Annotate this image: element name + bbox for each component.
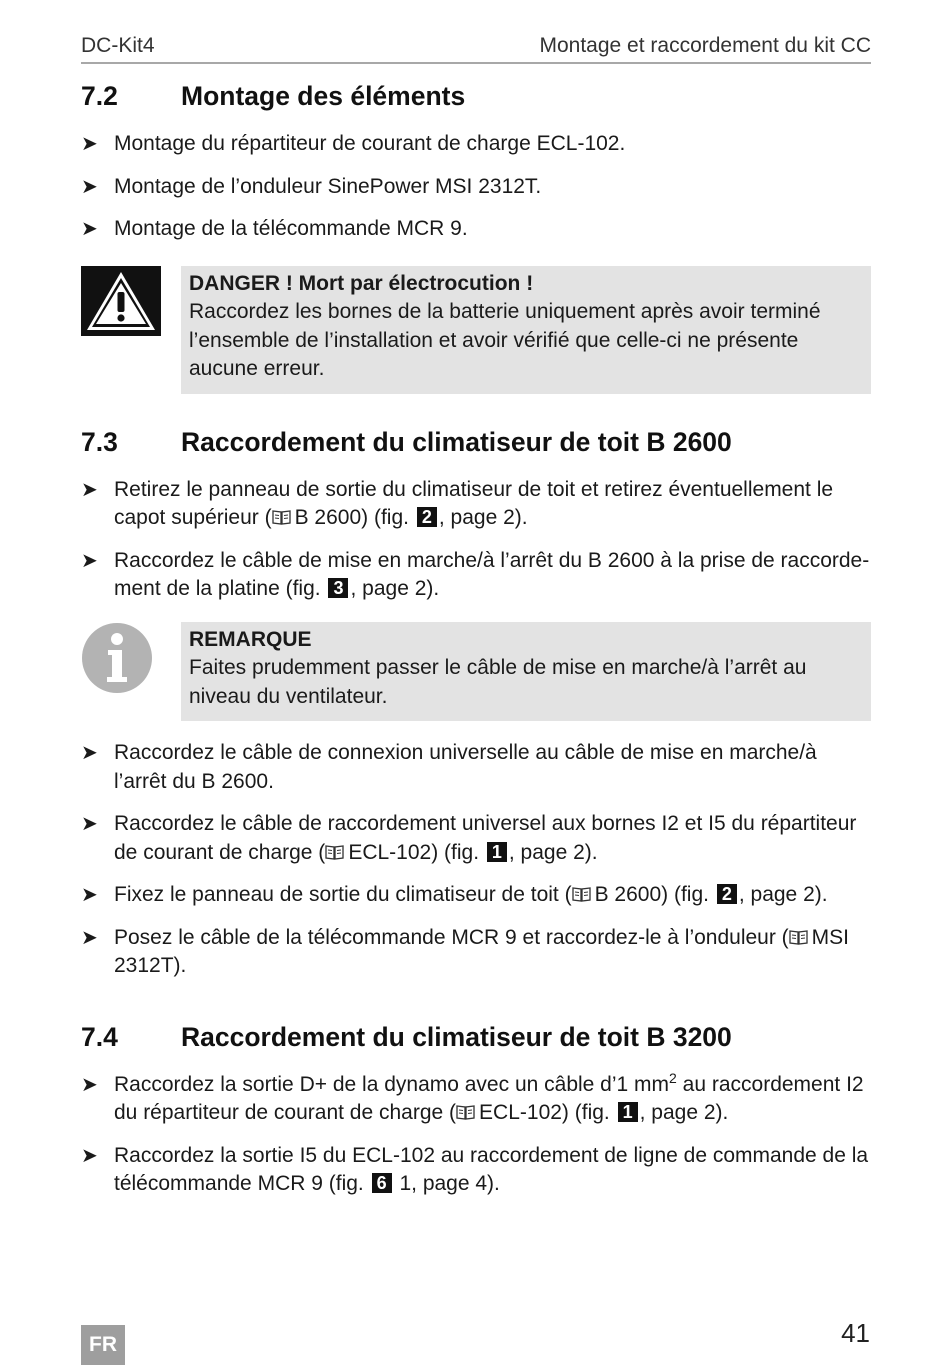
header-product: DC-Kit4 <box>81 34 155 57</box>
danger-text: Raccordez les bornes de la batterie uniquement après avoir terminé l’ensemble de l’installation et avoir vérifié que celle-ci ne présente aucune erreur. <box>189 300 821 380</box>
manual-book-icon <box>272 509 291 525</box>
danger-notice <box>81 266 871 394</box>
arrow-bullet-icon: ➤ <box>81 884 98 906</box>
arrow-bullet-icon: ➤ <box>81 175 98 198</box>
arrow-bullet-icon: ➤ <box>81 218 98 240</box>
figure-reference: 6 <box>372 1173 392 1193</box>
remark-title: REMARQUE <box>189 627 312 651</box>
section-number: 7.2 <box>81 81 118 111</box>
arrow-bullet-icon: ➤ <box>81 742 98 764</box>
list-item: ➤ Montage de la télécommande MCR 9. <box>81 215 871 244</box>
manual-book-icon <box>789 929 808 945</box>
figure-reference: 3 <box>328 578 348 598</box>
arrow-bullet-icon: ➤ <box>81 926 98 949</box>
section-heading-7-4 <box>81 1021 871 1053</box>
remark-notice <box>81 622 871 722</box>
arrow-bullet-icon: ➤ <box>81 478 98 501</box>
list-item: ➤ Retirez le panneau de sortie du climatiseur de toit et retirez éventuellement le capot supérieur ( B 2600) (fig. 2 , page 2). <box>81 476 871 533</box>
step-list-7-4 <box>81 1071 871 1199</box>
arrow-bullet-icon: ➤ <box>81 1144 98 1167</box>
arrow-bullet-icon: ➤ <box>81 133 98 155</box>
section-title: Raccordement du climatiseur de toit B 2600 <box>181 426 732 457</box>
arrow-bullet-icon: ➤ <box>81 1073 98 1096</box>
step-list-7-2 <box>81 130 871 244</box>
section-title: Montage des éléments <box>181 81 466 111</box>
page <box>81 28 871 1213</box>
list-item: ➤ Montage du répartiteur de courant de charge ECL-102. <box>81 130 871 159</box>
list-item: ➤ Raccordez la sortie D+ de la dynamo avec un câble d’1 $mm^2$ au raccordement I2 du répartiteur de courant de charge ( ECL-102) (fig. 1 , page 2). <box>81 1071 871 1128</box>
section-number: 7.4 <box>81 1021 118 1052</box>
figure-reference: 2 <box>417 507 437 527</box>
manual-book-icon <box>325 844 344 860</box>
arrow-bullet-icon: ➤ <box>81 813 98 835</box>
list-item: ➤ Raccordez le câble de mise en marche/à l’arrêt du B 2600 à la prise de raccorde-ment de la platine (fig. 3 , page 2). <box>81 547 871 604</box>
page-number: 41 <box>841 1318 870 1348</box>
info-icon <box>81 622 153 694</box>
section-heading-7-3 <box>81 426 871 458</box>
danger-box <box>181 266 871 394</box>
manual-book-icon <box>456 1104 475 1120</box>
list-item: ➤ Fixez le panneau de sortie du climatiseur de toit ( B 2600) (fig. 2 , page 2). <box>81 881 871 910</box>
figure-reference: 1 <box>618 1102 638 1122</box>
list-item: ➤ Raccordez le câble de connexion universelle au câble de mise en marche/à l’arrêt du B 2600. <box>81 739 871 796</box>
list-item: ➤ Posez le câble de la télécommande MCR 9 et raccordez-le à l’onduleur ( MSI 2312T). <box>81 924 871 981</box>
section-heading-7-2 <box>81 80 871 112</box>
section-title: Raccordement du climatiseur de toit B 3200 <box>181 1021 732 1052</box>
warning-triangle-icon <box>81 266 161 336</box>
header-chapter: Montage et raccordement du kit CC <box>539 34 871 57</box>
step-list-7-3b <box>81 739 871 981</box>
list-item: ➤ Raccordez la sortie I5 du ECL-102 au raccordement de ligne de commande de la télécommande MCR 9 (fig. 6 1, page 4). <box>81 1142 871 1199</box>
figure-reference: 1 <box>487 842 507 862</box>
arrow-bullet-icon: ➤ <box>81 549 98 572</box>
remark-text: Faites prudemment passer le câble de mise en marche/à l’arrêt au niveau du ventilateur. <box>189 656 807 708</box>
list-item: ➤ Montage de l’onduleur SinePower MSI 2312T. <box>81 173 871 202</box>
step-list-7-3a <box>81 476 871 604</box>
list-item: ➤ Raccordez le câble de raccordement universel aux bornes I2 et I5 du répartiteur de courant de charge ( ECL-102) (fig. 1 , page 2). <box>81 810 871 867</box>
manual-book-icon <box>572 886 591 902</box>
running-header <box>81 28 871 64</box>
section-number: 7.3 <box>81 426 118 457</box>
language-tab: FR <box>81 1325 125 1365</box>
danger-title: DANGER ! Mort par électrocution ! <box>189 271 534 295</box>
figure-reference: 2 <box>717 884 737 904</box>
remark-box <box>181 622 871 722</box>
